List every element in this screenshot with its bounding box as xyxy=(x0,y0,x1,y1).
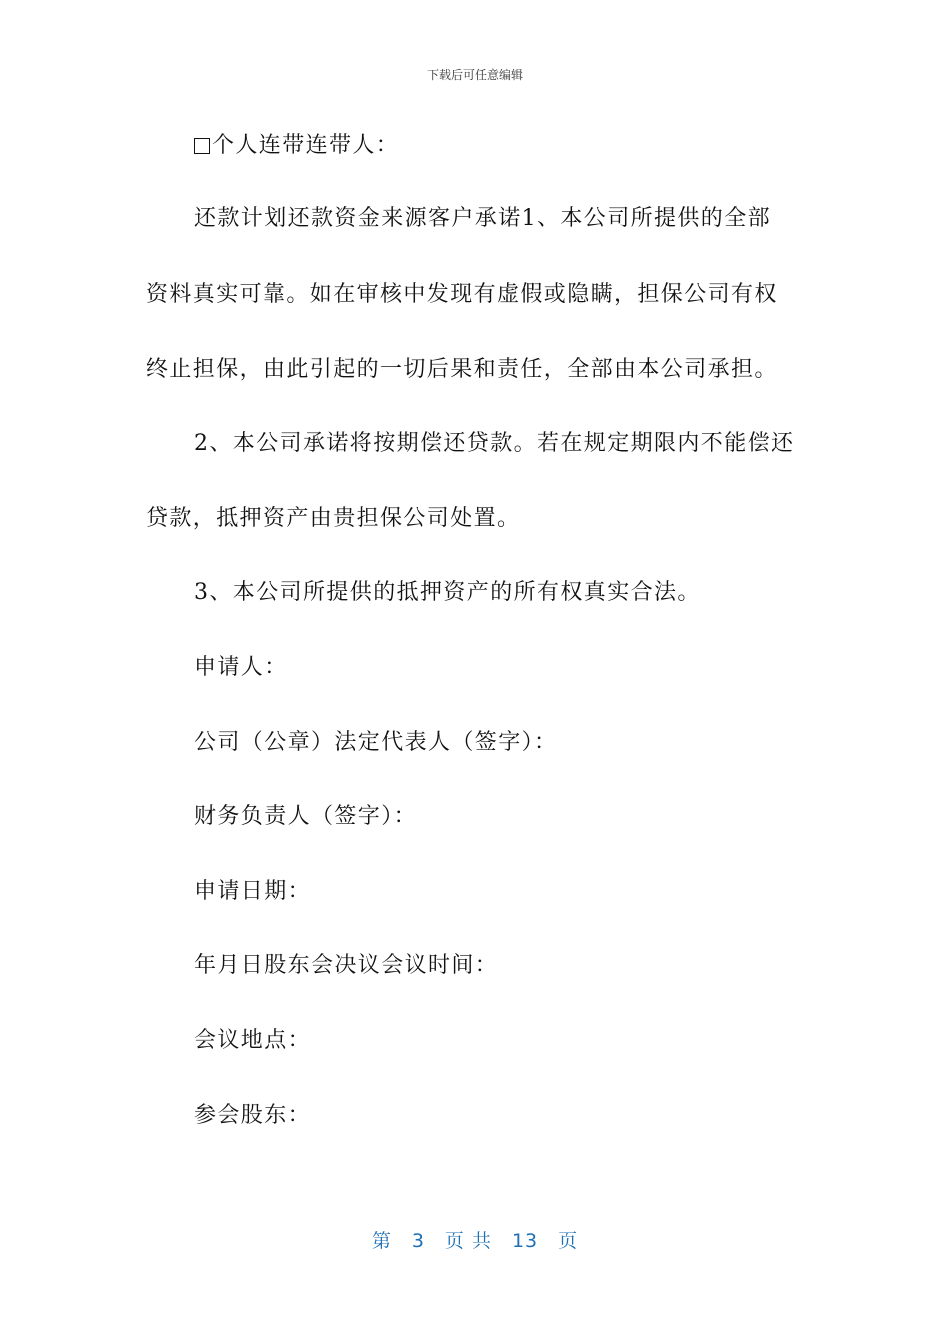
page-header: 下载后可任意编辑 xyxy=(426,68,523,82)
meeting-time-label: 年月日股东会决议会议时间： xyxy=(194,953,499,978)
meeting-place-label: 会议地点： xyxy=(194,1028,312,1053)
body-text-line: 终止担保，由此引起的一切后果和责任，全部由本公司承担。 xyxy=(146,357,778,382)
footer-prefix: 第 xyxy=(371,1230,392,1252)
application-date-label: 申请日期： xyxy=(194,879,312,904)
total-pages-number: 13 xyxy=(511,1230,539,1252)
guarantor-label: 个人连带连带人： xyxy=(212,133,400,158)
body-text-line: 贷款，抵押资产由贵担保公司处置。 xyxy=(146,506,521,531)
footer-middle: 页 共 xyxy=(444,1230,492,1252)
body-text-line: 资料真实可靠。如在审核中发现有虚假或隐瞒，担保公司有权 xyxy=(146,282,778,307)
body-text-line: 2、本公司承诺将按期偿还贷款。若在规定期限内不能偿还 xyxy=(194,431,795,456)
attending-shareholders-label: 参会股东： xyxy=(194,1103,312,1128)
finance-head-signature-label: 财务负责人（签字）： xyxy=(194,804,418,829)
current-page-number: 3 xyxy=(411,1230,425,1252)
guarantor-line xyxy=(194,131,399,161)
body-text-line: 还款计划还款资金来源客户承诺1、本公司所提供的全部 xyxy=(194,206,771,231)
legal-rep-signature-label: 公司（公章）法定代表人（签字）： xyxy=(194,730,558,755)
body-text-line: 3、本公司所提供的抵押资产的所有权真实合法。 xyxy=(194,580,701,605)
footer-suffix: 页 xyxy=(558,1230,579,1252)
applicant-label: 申请人： xyxy=(194,655,288,680)
page-footer xyxy=(0,1226,950,1253)
checkbox-icon[interactable] xyxy=(194,138,210,154)
